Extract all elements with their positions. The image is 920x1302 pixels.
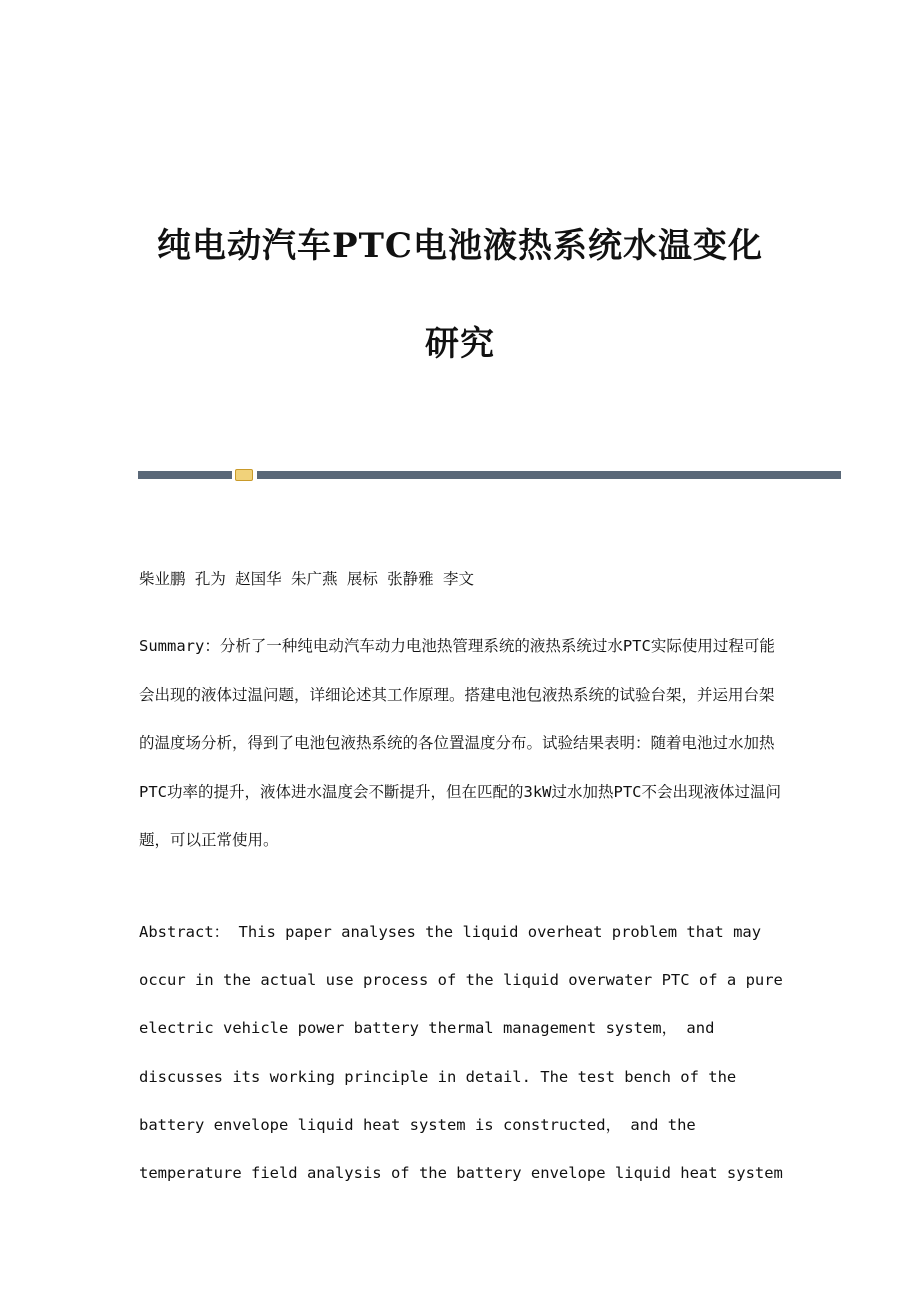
abstract-line: discusses its working principle in detail. The test bench of the <box>139 1067 737 1086</box>
abstract-line: battery envelope liquid heat system is constructed， and the <box>139 1115 696 1134</box>
divider-bar-left <box>138 471 232 479</box>
paper-title-line-2: 研究 <box>425 324 495 364</box>
divider-bar-right <box>257 471 841 479</box>
abstract-line: electric vehicle power battery thermal management system， and <box>139 1019 715 1038</box>
abstract-paragraph <box>139 908 784 1197</box>
abstract-line: occur in the actual use process of the liquid overwater PTC of a pure <box>139 971 783 990</box>
divider-ornament-icon <box>235 469 253 481</box>
summary-paragraph: Summary：分析了一种纯电动汽车动力电池热管理系统的液热系统过水PTC实际使用过程可能会出现的液体过温问题，详细论述其工作原理。搭建电池包液热系统的试验台架，并运用台架的温度场分析，得到了电池包液热系统的各位置温度分布。试验结果表明：随着电池过水加热PTC功率的提升，液体进水温度会不斷提升，但在匹配的3kW过水加热PTC不会出现液体过温问题，可以正常使用。 <box>139 637 781 849</box>
author-list: 柴业鹏 孔为 赵国华 朱广燕 展标 张静雅 李文 <box>139 570 474 588</box>
abstract-line: temperature field analysis of the battery envelope liquid heat system <box>139 1164 783 1183</box>
abstract-line: Abstract： This paper analyses the liquid overheat problem that may <box>139 923 762 941</box>
title-divider <box>138 471 841 479</box>
paper-title-line-1: 纯电动汽车PTC电池液热系统水温变化 <box>157 226 763 266</box>
